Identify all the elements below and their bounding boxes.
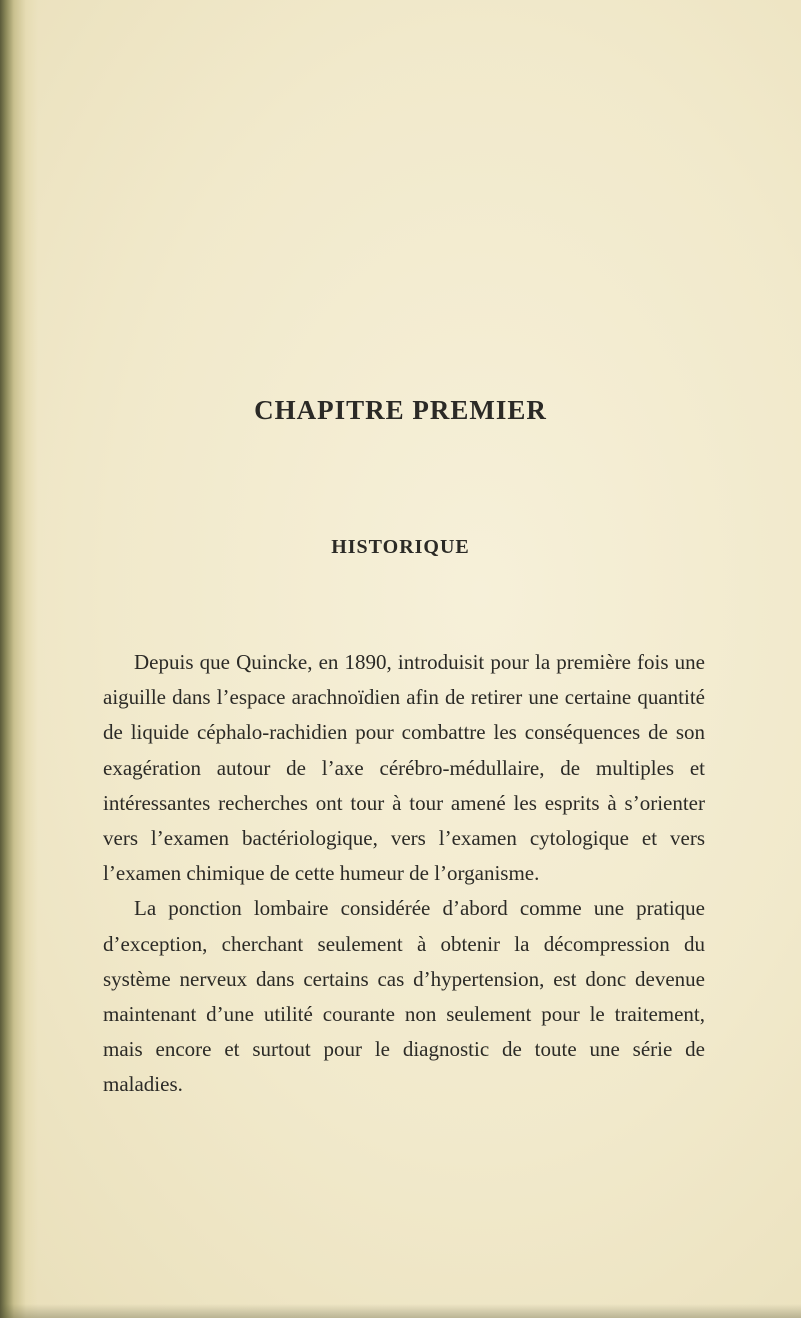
chapter-title: CHAPITRE PREMIER [254, 395, 547, 425]
paragraph-2: La ponction lombaire considérée d’abord comme une pratique d’exception, cherchant seulement à obtenir la décompression du système nerveux dans certains cas d’hypertension, est donc devenue maintenant d’une utilité courante non seulement pour le traitement, mais encore et surtout pour le diagnostic de toute une série de maladies. [103, 896, 705, 1097]
body-text [103, 645, 705, 1103]
page-bottom-shadow [0, 1304, 801, 1318]
paragraph-1: Depuis que Quincke, en 1890, introduisit pour la première fois une aiguille dans l’espace arachnoïdien afin de retirer une certaine quantité de liquide céphalo-rachidien pour combattre les conséquences de son exagération autour de l’axe cérébro-médullaire, de multiples et intéressantes recherches ont tour à tour amené les esprits à s’orienter vers l’examen bactériologique, vers l’examen cytologique et vers l’examen chimique de cette humeur de l’organisme. [103, 650, 705, 886]
section-title: HISTORIQUE [331, 536, 470, 558]
page-binding-edge [0, 0, 38, 1318]
